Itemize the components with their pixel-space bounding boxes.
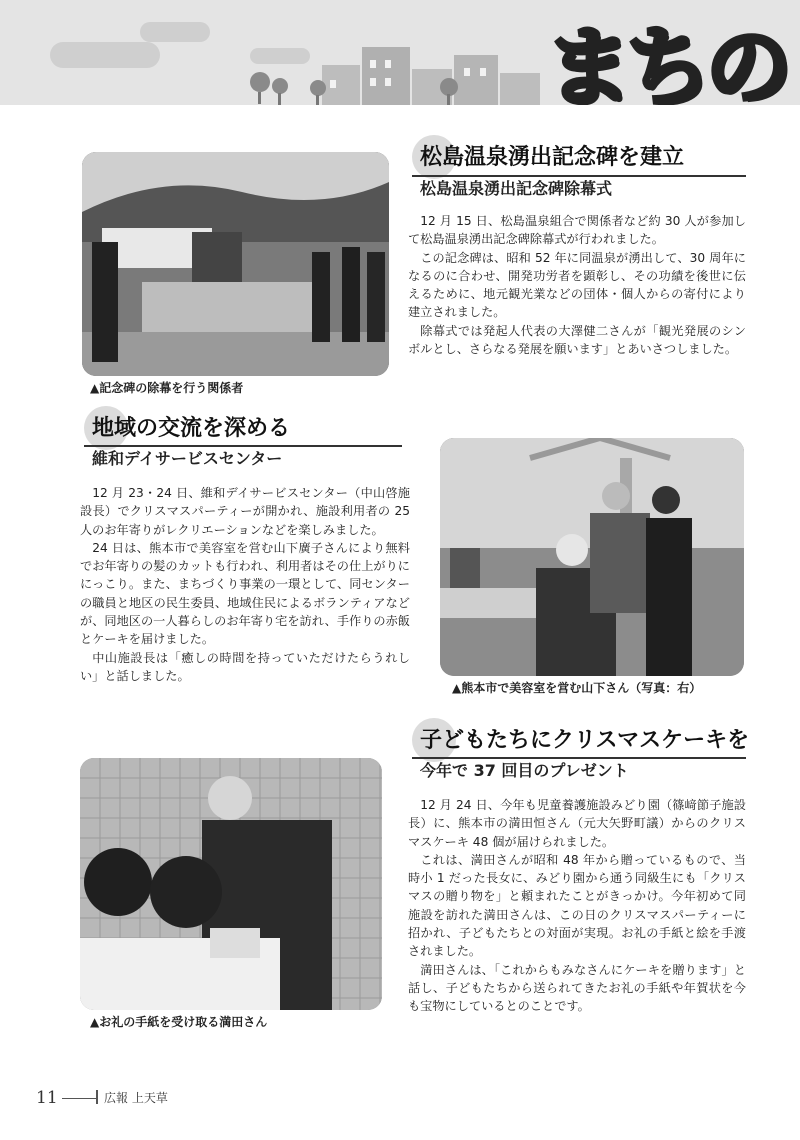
section-subtitle: 松島温泉湧出記念碑除幕式 <box>420 179 613 198</box>
section-title: 松島温泉湧出記念碑を建立 <box>420 145 685 170</box>
heading-rule <box>84 445 402 447</box>
corner-title: まちの <box>546 18 786 105</box>
article-body <box>408 796 746 1016</box>
building-shape <box>362 47 410 105</box>
building-shape <box>500 73 540 105</box>
tree-trunk-shape <box>258 92 261 104</box>
window-shape <box>480 68 486 76</box>
section-subtitle: 維和デイサービスセンター <box>92 449 283 468</box>
photo-monument-unveiling <box>82 152 389 376</box>
article-paragraph: 24 日は、熊本市で美容室を営む山下廣子さんにより無料でお年寄りの髪のカットも行われ、利用者はその仕上がりににっこり。また、まちづくり事業の一環として、同センターの職員と地区の民生委員、地域住民によるボランティアなどが、同地区の一人暮らしのお年寄り宅を訪れ、手作りの赤飯とケーキを届けました。 <box>80 540 410 647</box>
article-body <box>80 484 410 685</box>
article-paragraph: これは、満田さんが昭和 48 年から贈っているもので、当時小 1 だった長女に、みどり園から通う同級生にも「クリスマスの贈り物を」と頼まれたことがきっかけ。今年初めて同施設を訪れた満田さんは、この日のクリスマスパーティーに招かれ、子どもたちとの対面が実現。お礼の手紙と絵を手渡されました。 <box>408 852 746 959</box>
article-paragraph: 12 月 23・24 日、維和デイサービスセンター（中山啓施設長）でクリスマスパーティーが開かれ、施設利用者の 25 人のお年寄りがレクリエーションなどを楽しみました。 <box>80 486 410 537</box>
photo-caption: ▲お礼の手紙を受け取る満田さん <box>90 1015 268 1029</box>
article-paragraph: この記念碑は、昭和 52 年に同温泉が湧出して、30 周年になるのに合わせ、開発功労者を顕彰し、その功績を後世に伝えるために、地元観光業などの団体・個人からの寄付により建立されました。 <box>408 250 746 320</box>
tree-trunk-shape <box>316 95 319 105</box>
tree-trunk-shape <box>278 93 281 105</box>
photo-placeholder-graphic <box>82 152 389 376</box>
window-shape <box>370 78 376 86</box>
window-shape <box>464 68 470 76</box>
footer-rule <box>62 1098 96 1099</box>
photo-caption: ▲記念碑の除幕を行う関係者 <box>90 381 244 395</box>
heading-rule <box>412 175 746 177</box>
window-shape <box>330 80 336 88</box>
header-banner <box>0 0 800 105</box>
window-shape <box>385 60 391 68</box>
tree-shape <box>310 80 326 96</box>
photo-hairdresser <box>440 438 744 676</box>
article-paragraph: 中山施設長は「癒しの時間を持っていただけたらうれしい」と話しました。 <box>80 650 410 683</box>
tree-shape <box>272 78 288 94</box>
cloud-shape <box>50 42 160 68</box>
footer-bar <box>96 1090 98 1104</box>
window-shape <box>370 60 376 68</box>
page-number: 11 <box>36 1088 58 1108</box>
section-header-exchange <box>92 414 290 444</box>
photo-placeholder-graphic <box>440 438 744 676</box>
magazine-name: 広報 上天草 <box>104 1091 168 1105</box>
tree-trunk-shape <box>447 94 450 105</box>
cloud-shape <box>140 22 210 42</box>
article-paragraph: 12 月 24 日、今年も児童養護施設みどり園（篠﨑節子施設長）に、熊本市の満田恒さん（元大矢野町議）からのクリスマスケーキ 48 個が届けられました。 <box>408 798 746 849</box>
photo-caption: ▲熊本市で美容室を営む山下さん（写真：右） <box>452 681 702 695</box>
article-body <box>408 212 746 358</box>
building-shape <box>322 65 360 105</box>
article-paragraph: 12 月 15 日、松島温泉組合で関係者など約 30 人が参加して松島温泉湧出記念碑除幕式が行われました。 <box>408 214 746 247</box>
section-header-christmas-cake <box>420 726 749 756</box>
heading-rule <box>412 757 746 759</box>
section-subtitle: 今年で 37 回目のプレゼント <box>420 761 629 780</box>
cloud-shape <box>250 48 310 64</box>
photo-letter-handover <box>80 758 382 1010</box>
section-title: 子どもたちにクリスマスケーキを <box>420 728 750 753</box>
window-shape <box>385 78 391 86</box>
section-header-monument <box>420 143 684 173</box>
building-shape <box>454 55 498 105</box>
article-paragraph: 満田さんは、「これからもみなさんにケーキを贈ります」と話し、子どもたちから送られてきたお礼の手紙や年賀状を今も宝物にしているとのことです。 <box>408 962 746 1014</box>
section-title: 地域の交流を深める <box>92 416 291 441</box>
tree-shape <box>250 72 270 92</box>
article-paragraph: 除幕式では発起人代表の大澤健二さんが「観光発展のシンボルとし、さらなる発展を願います」とあいさつしました。 <box>408 323 746 357</box>
photo-placeholder-graphic <box>80 758 382 1010</box>
